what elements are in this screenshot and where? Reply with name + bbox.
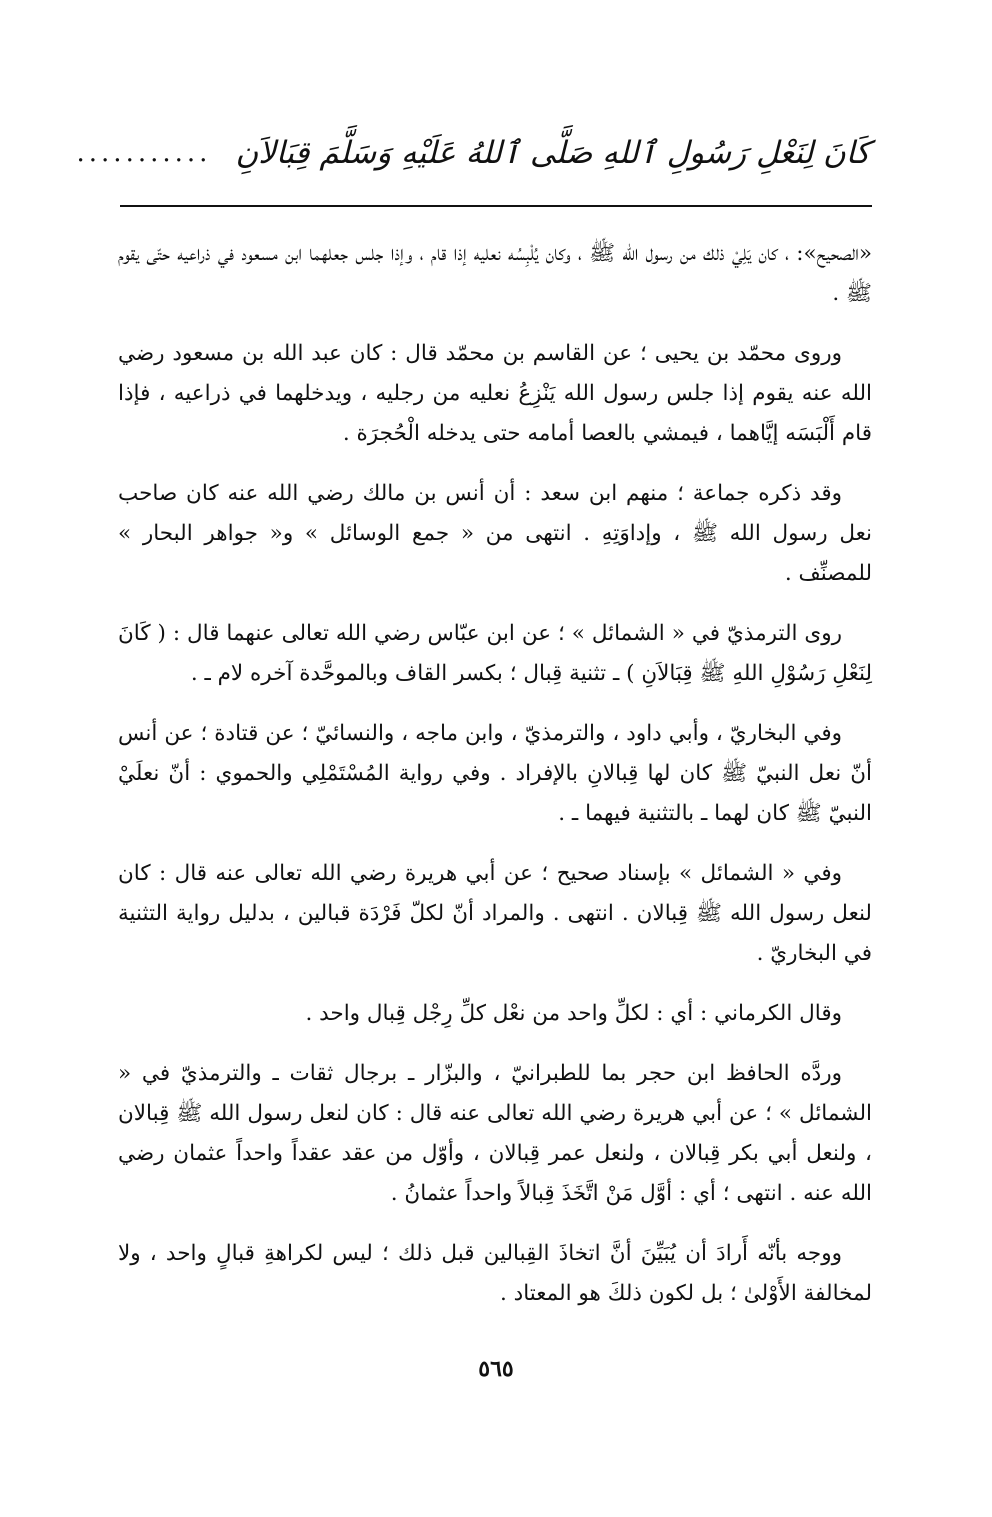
paragraph: وقد ذكره جماعة ؛ منهم ابن سعد : أن أنس بن مالك رضي الله عنه كان صاحب نعل رسول الله ﷺ ، وإداوَتِهِ . انتهى من « جمع الوسائل » و« جواهر البحار » للمصنِّف . <box>118 481 872 586</box>
header-title: كَانَ لِنَعْلِ رَسُولِ ٱللهِ صَلَّى ٱللهُ عَلَيْهِ وَسَلَّمَ قِبَالاَنِ <box>235 135 870 171</box>
running-header <box>76 118 870 188</box>
body-text <box>118 234 872 1334</box>
paragraph: وروى محمّد بن يحيى ؛ عن القاسم بن محمّد قال : كان عبد الله بن مسعود رضي الله عنه يقوم إذا جلس رسول الله يَنْزِعُ نعليه من رجليه ، ويدخلهما في ذراعيه ، فإذا قام أَلْبَسَه إيَّاهما ، فيمشي بالعصا أمامه حتى يدخله الْحُجرَة . <box>118 341 872 446</box>
paragraph: وفي البخاريّ ، وأبي داود ، والترمذيّ ، وابن ماجه ، والنسائيّ ؛ عن قتادة ؛ عن أنس أنّ نعل النبيّ ﷺ كان لها قِبالانِ بالإفراد . وفي رواية المُسْتَمْلِي والحموي : أنّ نعلَيْ النبيّ ﷺ كان لهما ـ بالتثنية فيهما ـ . <box>118 721 872 826</box>
header-leader-dots: ........... <box>76 138 212 168</box>
paragraph: ووجه بأنّه أَرادَ أن يُبَيِّنَ أنَّ اتخاذَ القِبالين قبل ذلك ؛ ليس لكراهةِ قبالٍ واحد ، ولا لمخالفة الأَوْلىٰ ؛ بل لكون ذلكَ هو المعتاد . <box>118 1241 872 1306</box>
paragraph: روى الترمذيّ في « الشمائل » ؛ عن ابن عبّاس رضي الله تعالى عنهما قال : ( كَانَ لِنَعْلِ رَسُوْلِ اللهِ ﷺ قِبَالاَنِ ) ـ تثنية قِبال ؛ بكسر القاف وبالموحَّدة آخره لام ـ . <box>118 621 872 686</box>
paragraph: وفي « الشمائل » بإسناد صحيح ؛ عن أبي هريرة رضي الله تعالى عنه قال : كان لنعل رسول الله ﷺ قِبالان . انتهى . والمراد أنّ لكلّ فَرْدَة قبالين ، بدليل رواية التثنية في البخاريّ . <box>118 861 872 966</box>
paragraph: «الصحيح»: ، كان يَلِيْ ذلك من رسول الله ﷺ ، وكان يُلْبِسُه نعليه إذا قام ، وإذا جلس جعلهما ابن مسعود في ذراعيه حتّى يقوم ﷺ . <box>118 241 872 306</box>
page-number: ٥٦٥ <box>478 1356 514 1382</box>
header-divider <box>120 205 872 207</box>
paragraph: وردَّه الحافظ ابن حجر بما للطبرانيّ ، والبزّار ـ برجال ثقات ـ والترمذيّ في « الشمائل » ؛ عن أبي هريرة رضي الله تعالى عنه قال : كان لنعل رسول الله ﷺ قِبالان ، ولنعل أبي بكر قِبالان ، ولنعل عمر قِبالان ، وأوّل من عقد عقداً واحداً عثمان رضي الله عنه . انتهى ؛ أي : أوَّل مَنْ اتَّخَذَ قِبالاً واحداً عثمانُ . <box>118 1061 872 1206</box>
paragraph: وقال الكرماني : أي : لكلِّ واحد من نعْل كلِّ رِجْل قِبال واحد . <box>305 1001 842 1026</box>
